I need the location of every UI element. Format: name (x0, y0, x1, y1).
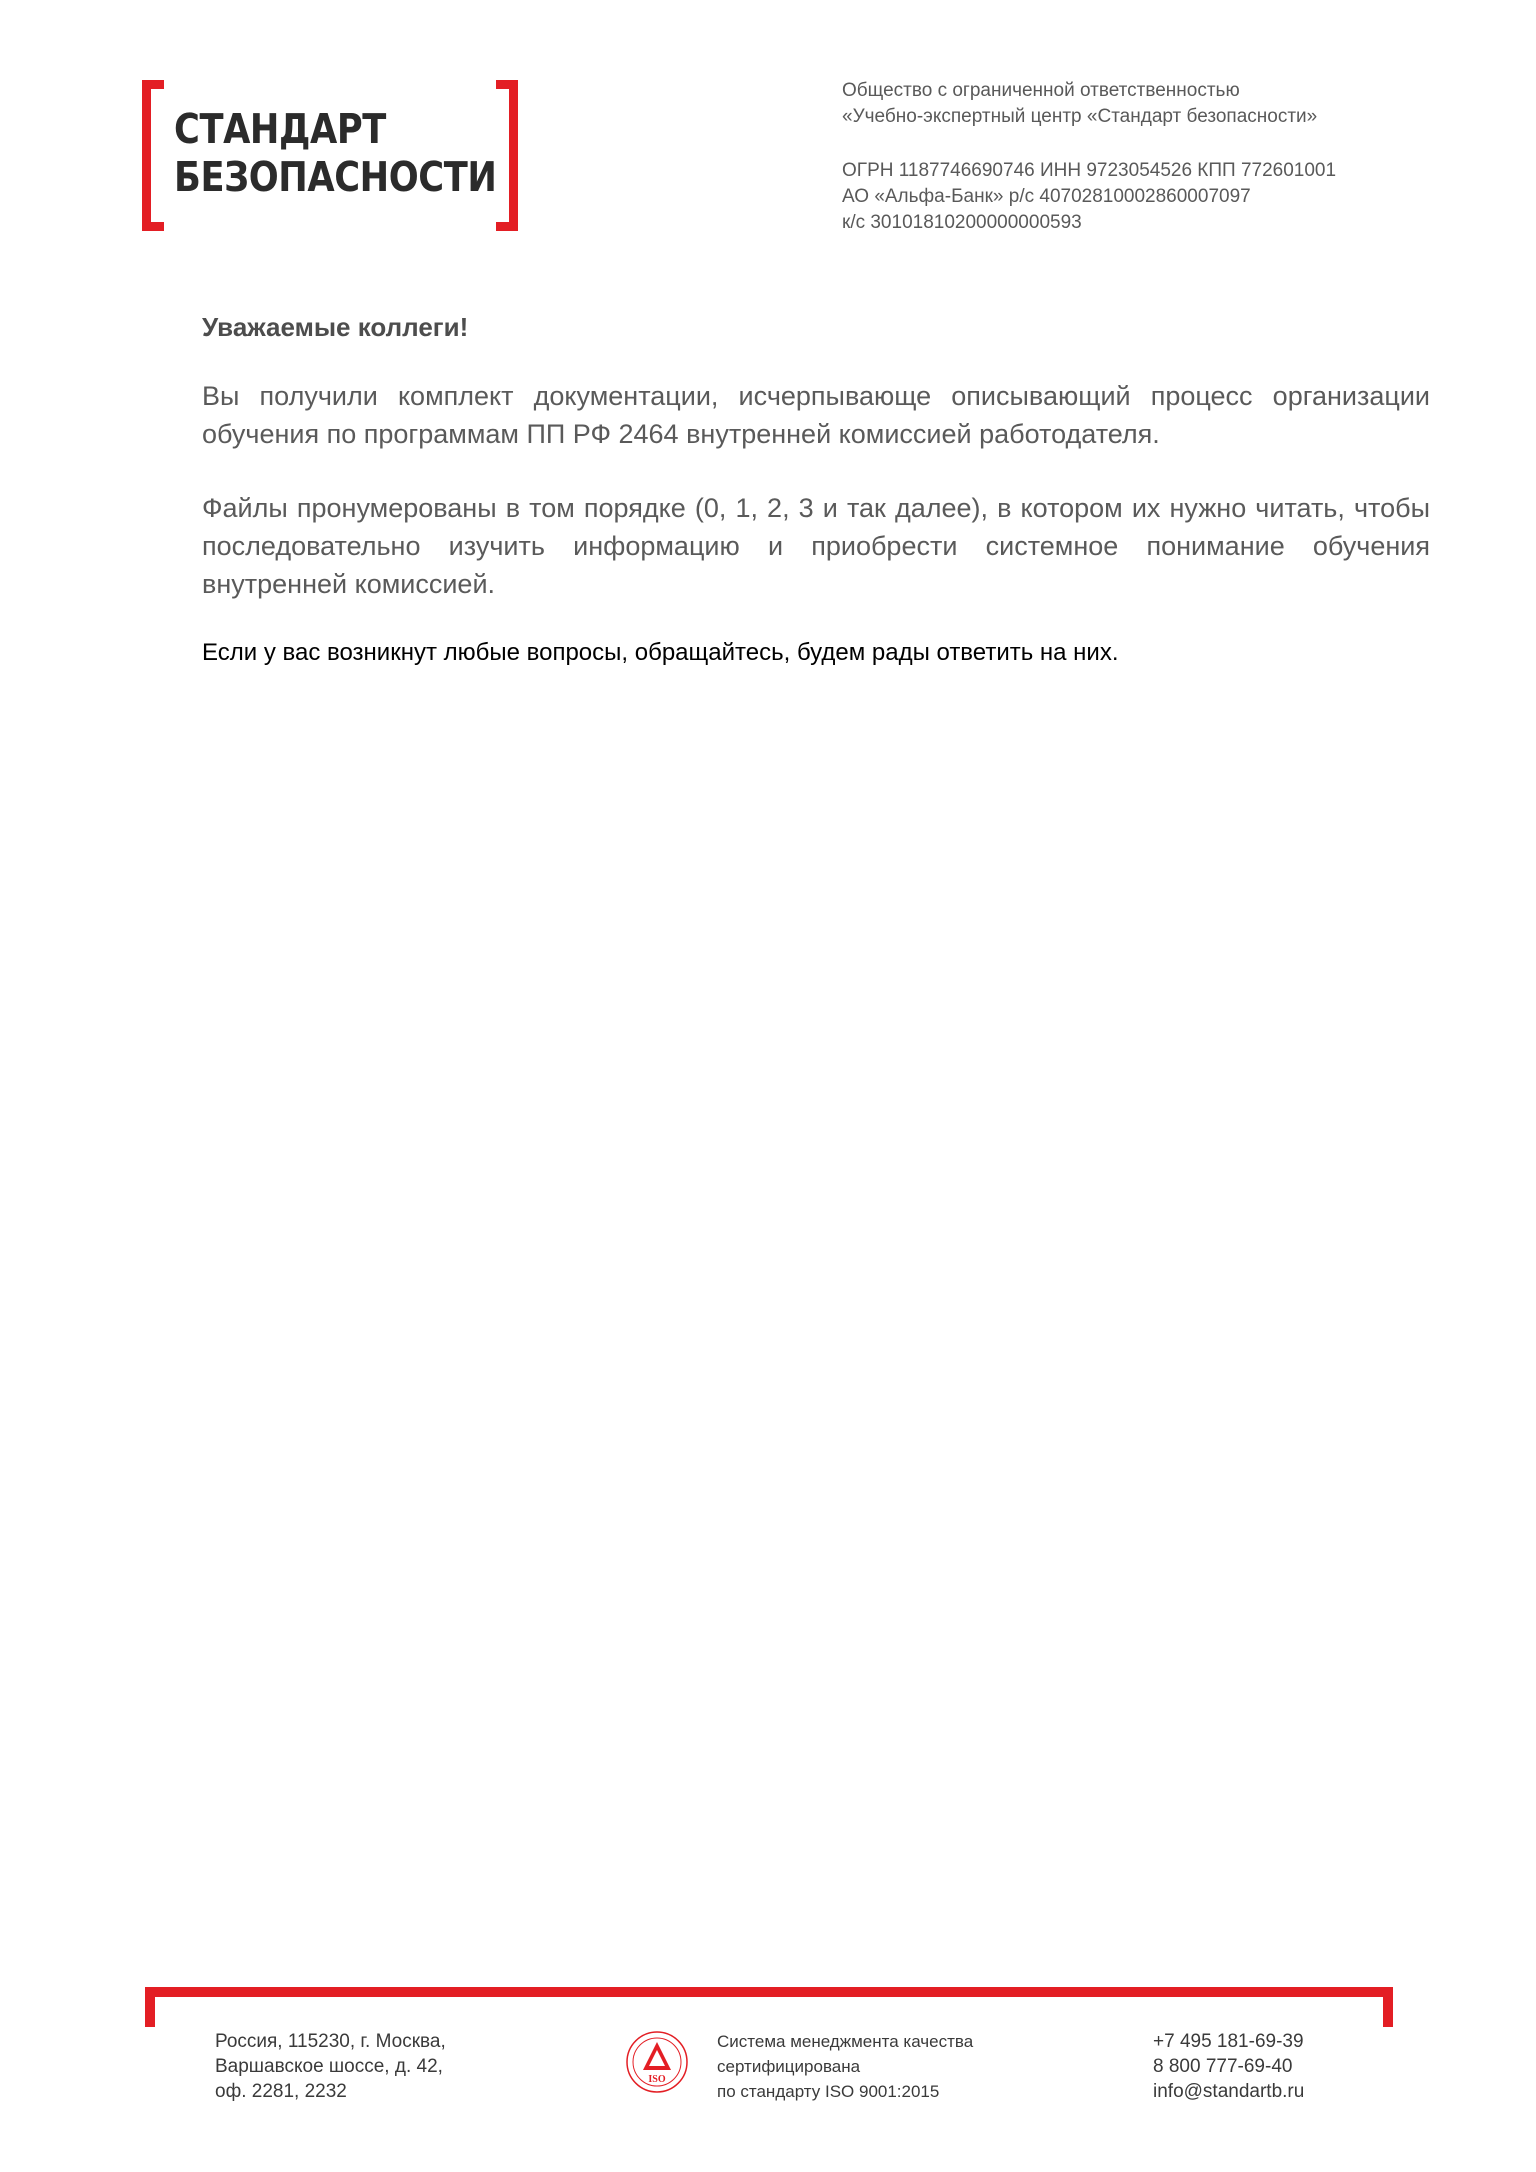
company-logo (142, 80, 518, 231)
footer-address (215, 2029, 446, 2104)
company-details (842, 78, 1422, 236)
logo-text-line1: СТАНДАРТ (174, 105, 386, 153)
letter-body (202, 312, 1430, 691)
iso-badge-label: ISO (648, 2074, 666, 2085)
letter-paragraph-1: Вы получили комплект документации, исчерпывающе описывающий процесс организации обучения по программам ПП РФ 2464 внутренней комиссией работодателя. (202, 381, 1430, 449)
company-name-line1: Общество с ограниченной ответственностью (842, 80, 1240, 101)
footer-quality-system (717, 2029, 973, 2104)
footer-address-line: оф. 2281, 2232 (215, 2081, 347, 2102)
footer-qms-line: сертифицирована (717, 2057, 861, 2076)
letter-closing: Если у вас возникнут любые вопросы, обращайтесь, будем рады ответить на них. (202, 639, 1119, 666)
company-corr-account: к/с 30101810200000000593 (842, 212, 1082, 233)
company-registration: ОГРН 1187746690746 ИНН 9723054526 КПП 772601001 (842, 160, 1337, 181)
logo-right-bracket (496, 80, 518, 231)
letter-paragraph-2: Файлы пронумерованы в том порядке (0, 1, 2, 3 и так далее), в котором их нужно читать, чтобы последовательно изучить информацию и приобрести системное понимание обучения внутренней комиссией. (202, 493, 1430, 599)
footer-phone-1[interactable]: +7 495 181-69-39 (1153, 2031, 1304, 2052)
footer-phone-2[interactable]: 8 800 777-69-40 (1153, 2056, 1293, 2077)
company-bank-account: АО «Альфа-Банк» р/с 40702810002860007097 (842, 186, 1251, 207)
footer-contacts (1153, 2029, 1304, 2104)
iso-certification-icon (625, 2030, 689, 2094)
footer-frame (145, 1987, 1393, 2027)
logo-text-line2: БЕЗОПАСНОСТИ (174, 153, 497, 201)
letter-greeting: Уважаемые коллеги! (202, 312, 469, 342)
footer-email-link[interactable]: info@standartb.ru (1153, 2081, 1305, 2102)
footer-qms-line: по стандарту ISO 9001:2015 (717, 2082, 940, 2101)
footer-qms-line: Система менеджмента качества (717, 2032, 974, 2051)
footer-address-line: Россия, 115230, г. Москва, (215, 2031, 446, 2052)
logo-left-bracket (142, 80, 164, 231)
company-name-line2: «Учебно-экспертный центр «Стандарт безопасности» (842, 106, 1318, 127)
footer-address-line: Варшавское шоссе, д. 42, (215, 2056, 443, 2077)
